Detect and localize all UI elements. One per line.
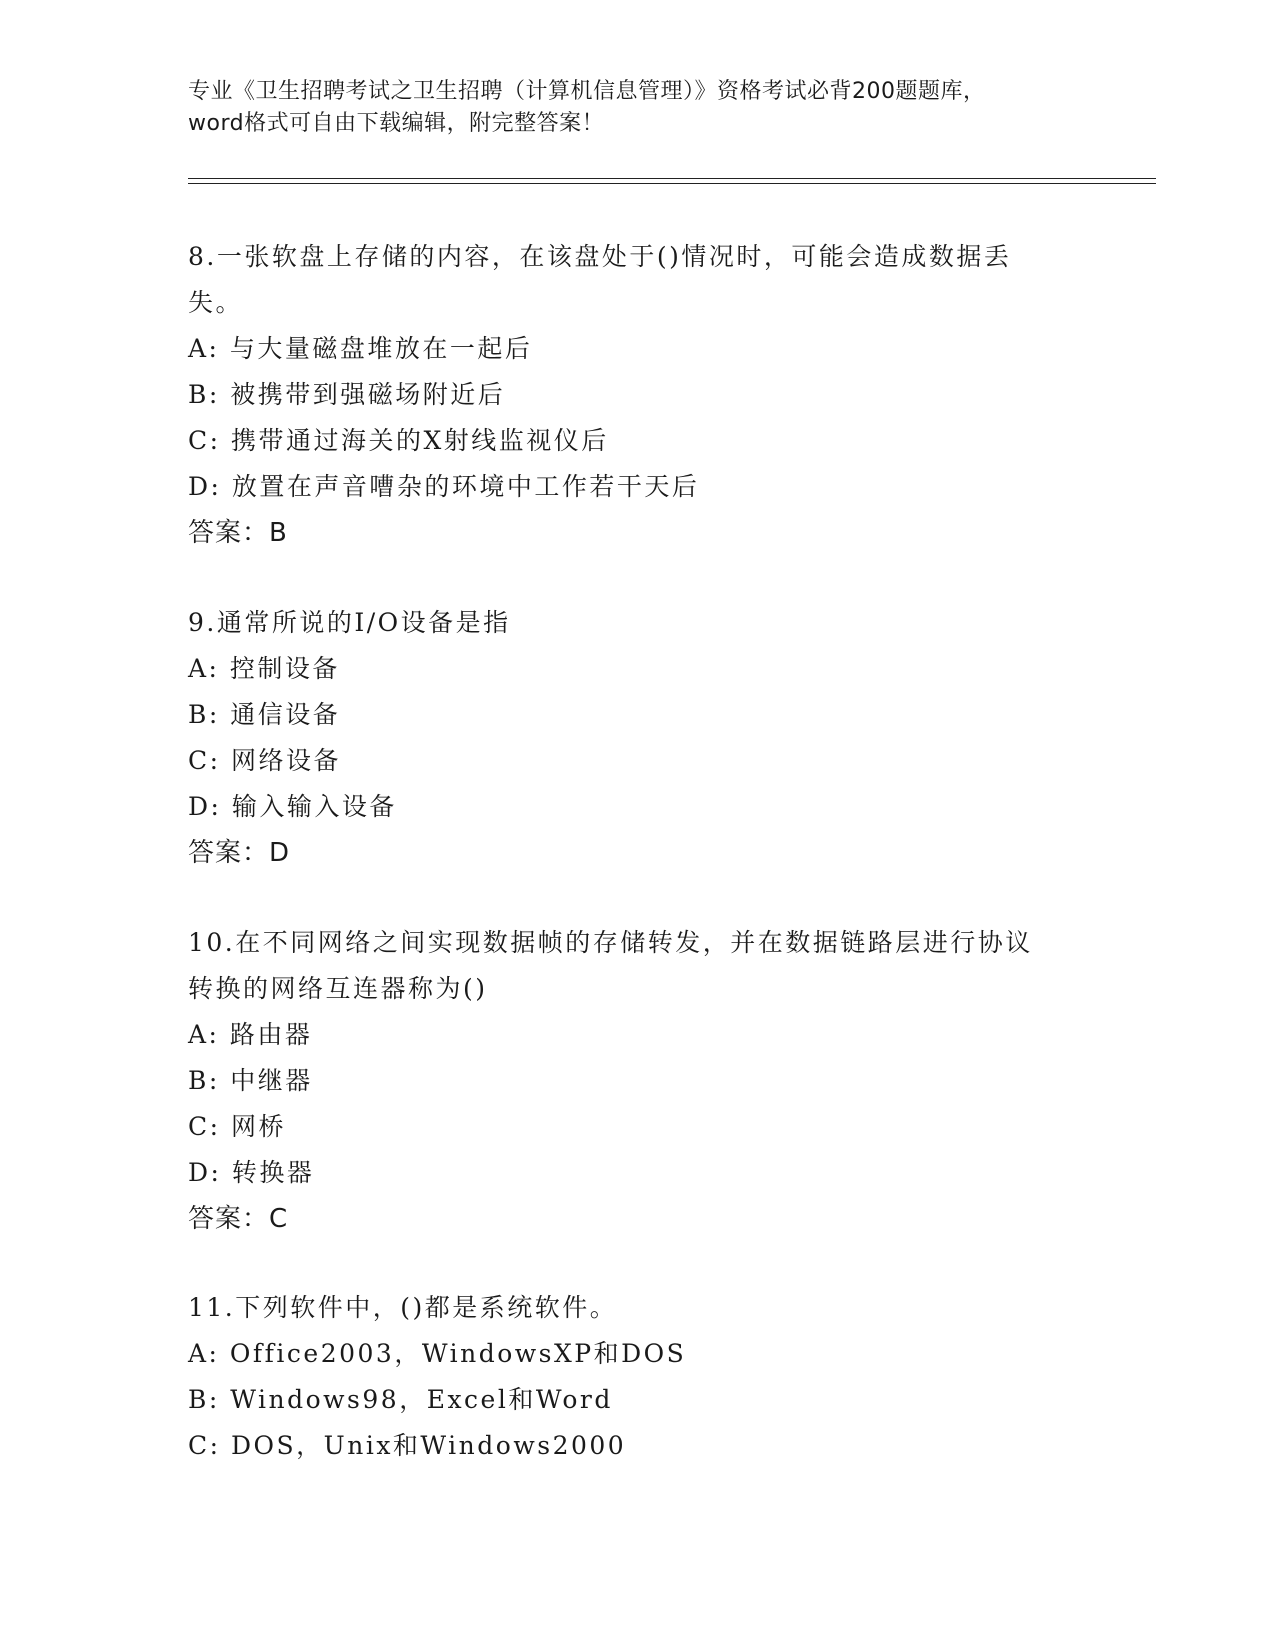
question-8 <box>188 234 1088 556</box>
option-c: C: DOS，Unix和Windows2000 <box>188 1431 627 1460</box>
option-b: B: 被携带到强磁场附近后 <box>188 380 506 409</box>
question-stem-line-2: 失。 <box>188 288 244 317</box>
document-header <box>188 76 1088 140</box>
answer: 答案：C <box>188 1204 289 1234</box>
option-d: D: 转换器 <box>188 1158 315 1187</box>
answer: 答案：B <box>188 518 288 548</box>
option-c: C: 网络设备 <box>188 746 341 775</box>
option-a: A: 控制设备 <box>188 654 340 683</box>
question-10 <box>188 920 1088 1242</box>
option-b: B: 通信设备 <box>188 700 341 729</box>
header-divider-top <box>188 178 1156 179</box>
option-b: B: 中继器 <box>188 1066 313 1095</box>
header-divider-bottom <box>188 183 1156 184</box>
question-9 <box>188 600 1088 876</box>
option-d: D: 放置在声音嘈杂的环境中工作若干天后 <box>188 472 700 501</box>
answer: 答案：D <box>188 838 291 868</box>
question-stem-line-2: 转换的网络互连器称为() <box>188 974 488 1003</box>
question-stem-line-1: 8.一张软盘上存储的内容，在该盘处于()情况时，可能会造成数据丢 <box>188 242 1012 271</box>
question-stem-line-1: 11.下列软件中，()都是系统软件。 <box>188 1293 618 1322</box>
option-a: A: 路由器 <box>188 1020 313 1049</box>
option-d: D: 输入输入设备 <box>188 792 397 821</box>
option-c: C: 携带通过海关的X射线监视仪后 <box>188 426 609 455</box>
question-stem-line-1: 9.通常所说的I/O设备是指 <box>188 608 511 637</box>
option-c: C: 网桥 <box>188 1112 286 1141</box>
question-11 <box>188 1285 1088 1469</box>
option-b: B: Windows98，Excel和Word <box>188 1385 613 1414</box>
header-line-1: 专业《卫生招聘考试之卫生招聘（计算机信息管理）》资格考试必背200题题库， <box>188 79 986 104</box>
option-a: A: Office2003，WindowsXP和DOS <box>188 1339 687 1368</box>
question-stem-line-1: 10.在不同网络之间实现数据帧的存储转发，并在数据链路层进行协议 <box>188 928 1033 957</box>
header-line-2: word格式可自由下载编辑，附完整答案！ <box>188 111 605 136</box>
option-a: A: 与大量磁盘堆放在一起后 <box>188 334 533 363</box>
